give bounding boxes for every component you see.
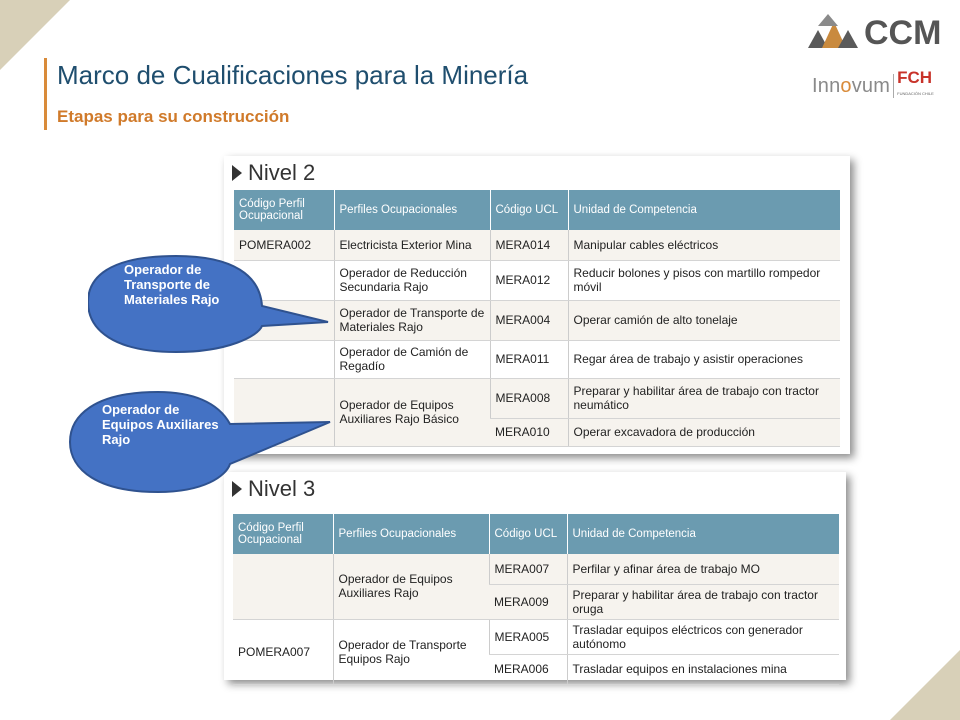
cell-ucl: MERA008 bbox=[490, 378, 568, 418]
innovum-text-o: o bbox=[840, 74, 852, 97]
nivel-2-heading bbox=[232, 160, 315, 186]
cell-unidad: Manipular cables eléctricos bbox=[568, 230, 840, 260]
innovum-text-b: vum bbox=[851, 74, 891, 97]
cell-ucl: MERA012 bbox=[490, 260, 568, 300]
cell-codigo: POMERA002 bbox=[234, 230, 334, 260]
innovum-text-a: Inn bbox=[812, 74, 841, 97]
cell-unidad: Operar excavadora de producción bbox=[568, 418, 840, 446]
nivel-3-table bbox=[233, 514, 839, 685]
ccm-logo bbox=[808, 12, 948, 52]
header-codigo-ucl: Código UCL bbox=[490, 190, 568, 230]
cell-unidad: Trasladar equipos eléctricos con generador autónomo bbox=[567, 619, 839, 654]
header-codigo-perfil: Código Perfil Ocupacional bbox=[234, 190, 334, 230]
cell-perfil: Operador de Reducción Secundaria Rajo bbox=[334, 260, 490, 300]
header-codigo-ucl: Código UCL bbox=[489, 514, 567, 554]
cell-unidad: Preparar y habilitar área de trabajo con tractor oruga bbox=[567, 584, 839, 619]
corner-decoration-bottom-right bbox=[890, 650, 960, 720]
fch-text: FCH bbox=[897, 68, 933, 87]
callout-equipos bbox=[68, 388, 338, 496]
header-perfiles: Perfiles Ocupacionales bbox=[333, 514, 489, 554]
header-perfiles: Perfiles Ocupacionales bbox=[334, 190, 490, 230]
cell-perfil: Electricista Exterior Mina bbox=[334, 230, 490, 260]
ccm-logo-text: CCM bbox=[864, 14, 942, 52]
title-accent-bar bbox=[44, 58, 47, 130]
cell-perfil: Operador de Equipos Auxiliares Rajo bbox=[333, 554, 489, 619]
header-unidad: Unidad de Competencia bbox=[567, 514, 839, 554]
cell-unidad: Reducir bolones y pisos con martillo rompedor móvil bbox=[568, 260, 840, 300]
cell-codigo: POMERA007 bbox=[233, 619, 333, 684]
cell-ucl: MERA006 bbox=[489, 654, 567, 684]
nivel-3-label: Nivel 3 bbox=[248, 476, 316, 501]
cell-perfil: Operador de Transporte Equipos Rajo bbox=[333, 619, 489, 684]
cell-ucl: MERA007 bbox=[489, 554, 567, 584]
callout-equipos-text: Operador de Equipos Auxiliares Rajo bbox=[102, 402, 219, 447]
cell-perfil: Operador de Camión de Regadío bbox=[334, 340, 490, 378]
header-unidad: Unidad de Competencia bbox=[568, 190, 840, 230]
header-codigo-perfil: Código Perfil Ocupacional bbox=[233, 514, 333, 554]
cell-unidad: Trasladar equipos en instalaciones mina bbox=[567, 654, 839, 684]
play-triangle-icon bbox=[232, 165, 242, 181]
cell-perfil: Operador de Equipos Auxiliares Rajo Básico bbox=[334, 378, 490, 446]
table-row bbox=[233, 554, 839, 584]
cell-codigo bbox=[233, 554, 333, 619]
cell-unidad: Operar camión de alto tonelaje bbox=[568, 300, 840, 340]
cell-ucl: MERA005 bbox=[489, 619, 567, 654]
cell-ucl: MERA010 bbox=[490, 418, 568, 446]
cell-perfil: Operador de Transporte de Materiales Rajo bbox=[334, 300, 490, 340]
callout-transporte-text: Operador de Transporte de Materiales Rajo bbox=[124, 262, 220, 307]
page-title: Marco de Cualificaciones para la Minería bbox=[57, 60, 529, 90]
nivel-2-label: Nivel 2 bbox=[248, 160, 316, 185]
cell-ucl: MERA004 bbox=[490, 300, 568, 340]
cell-unidad: Perfilar y afinar área de trabajo MO bbox=[567, 554, 839, 584]
page-subtitle: Etapas para su construcción bbox=[57, 107, 290, 126]
fch-small-text: FUNDACIÓN CHILE bbox=[897, 91, 934, 96]
innovum-fch-logo bbox=[812, 68, 952, 100]
cell-ucl: MERA009 bbox=[489, 584, 567, 619]
table-header-row bbox=[233, 514, 839, 554]
cell-ucl: MERA011 bbox=[490, 340, 568, 378]
table-row bbox=[233, 619, 839, 654]
cell-unidad: Regar área de trabajo y asistir operaciones bbox=[568, 340, 840, 378]
callout-transporte bbox=[88, 248, 338, 360]
nivel-3-panel bbox=[224, 472, 846, 680]
cell-ucl: MERA014 bbox=[490, 230, 568, 260]
table-header-row bbox=[234, 190, 840, 230]
cell-unidad: Preparar y habilitar área de trabajo con tractor neumático bbox=[568, 378, 840, 418]
